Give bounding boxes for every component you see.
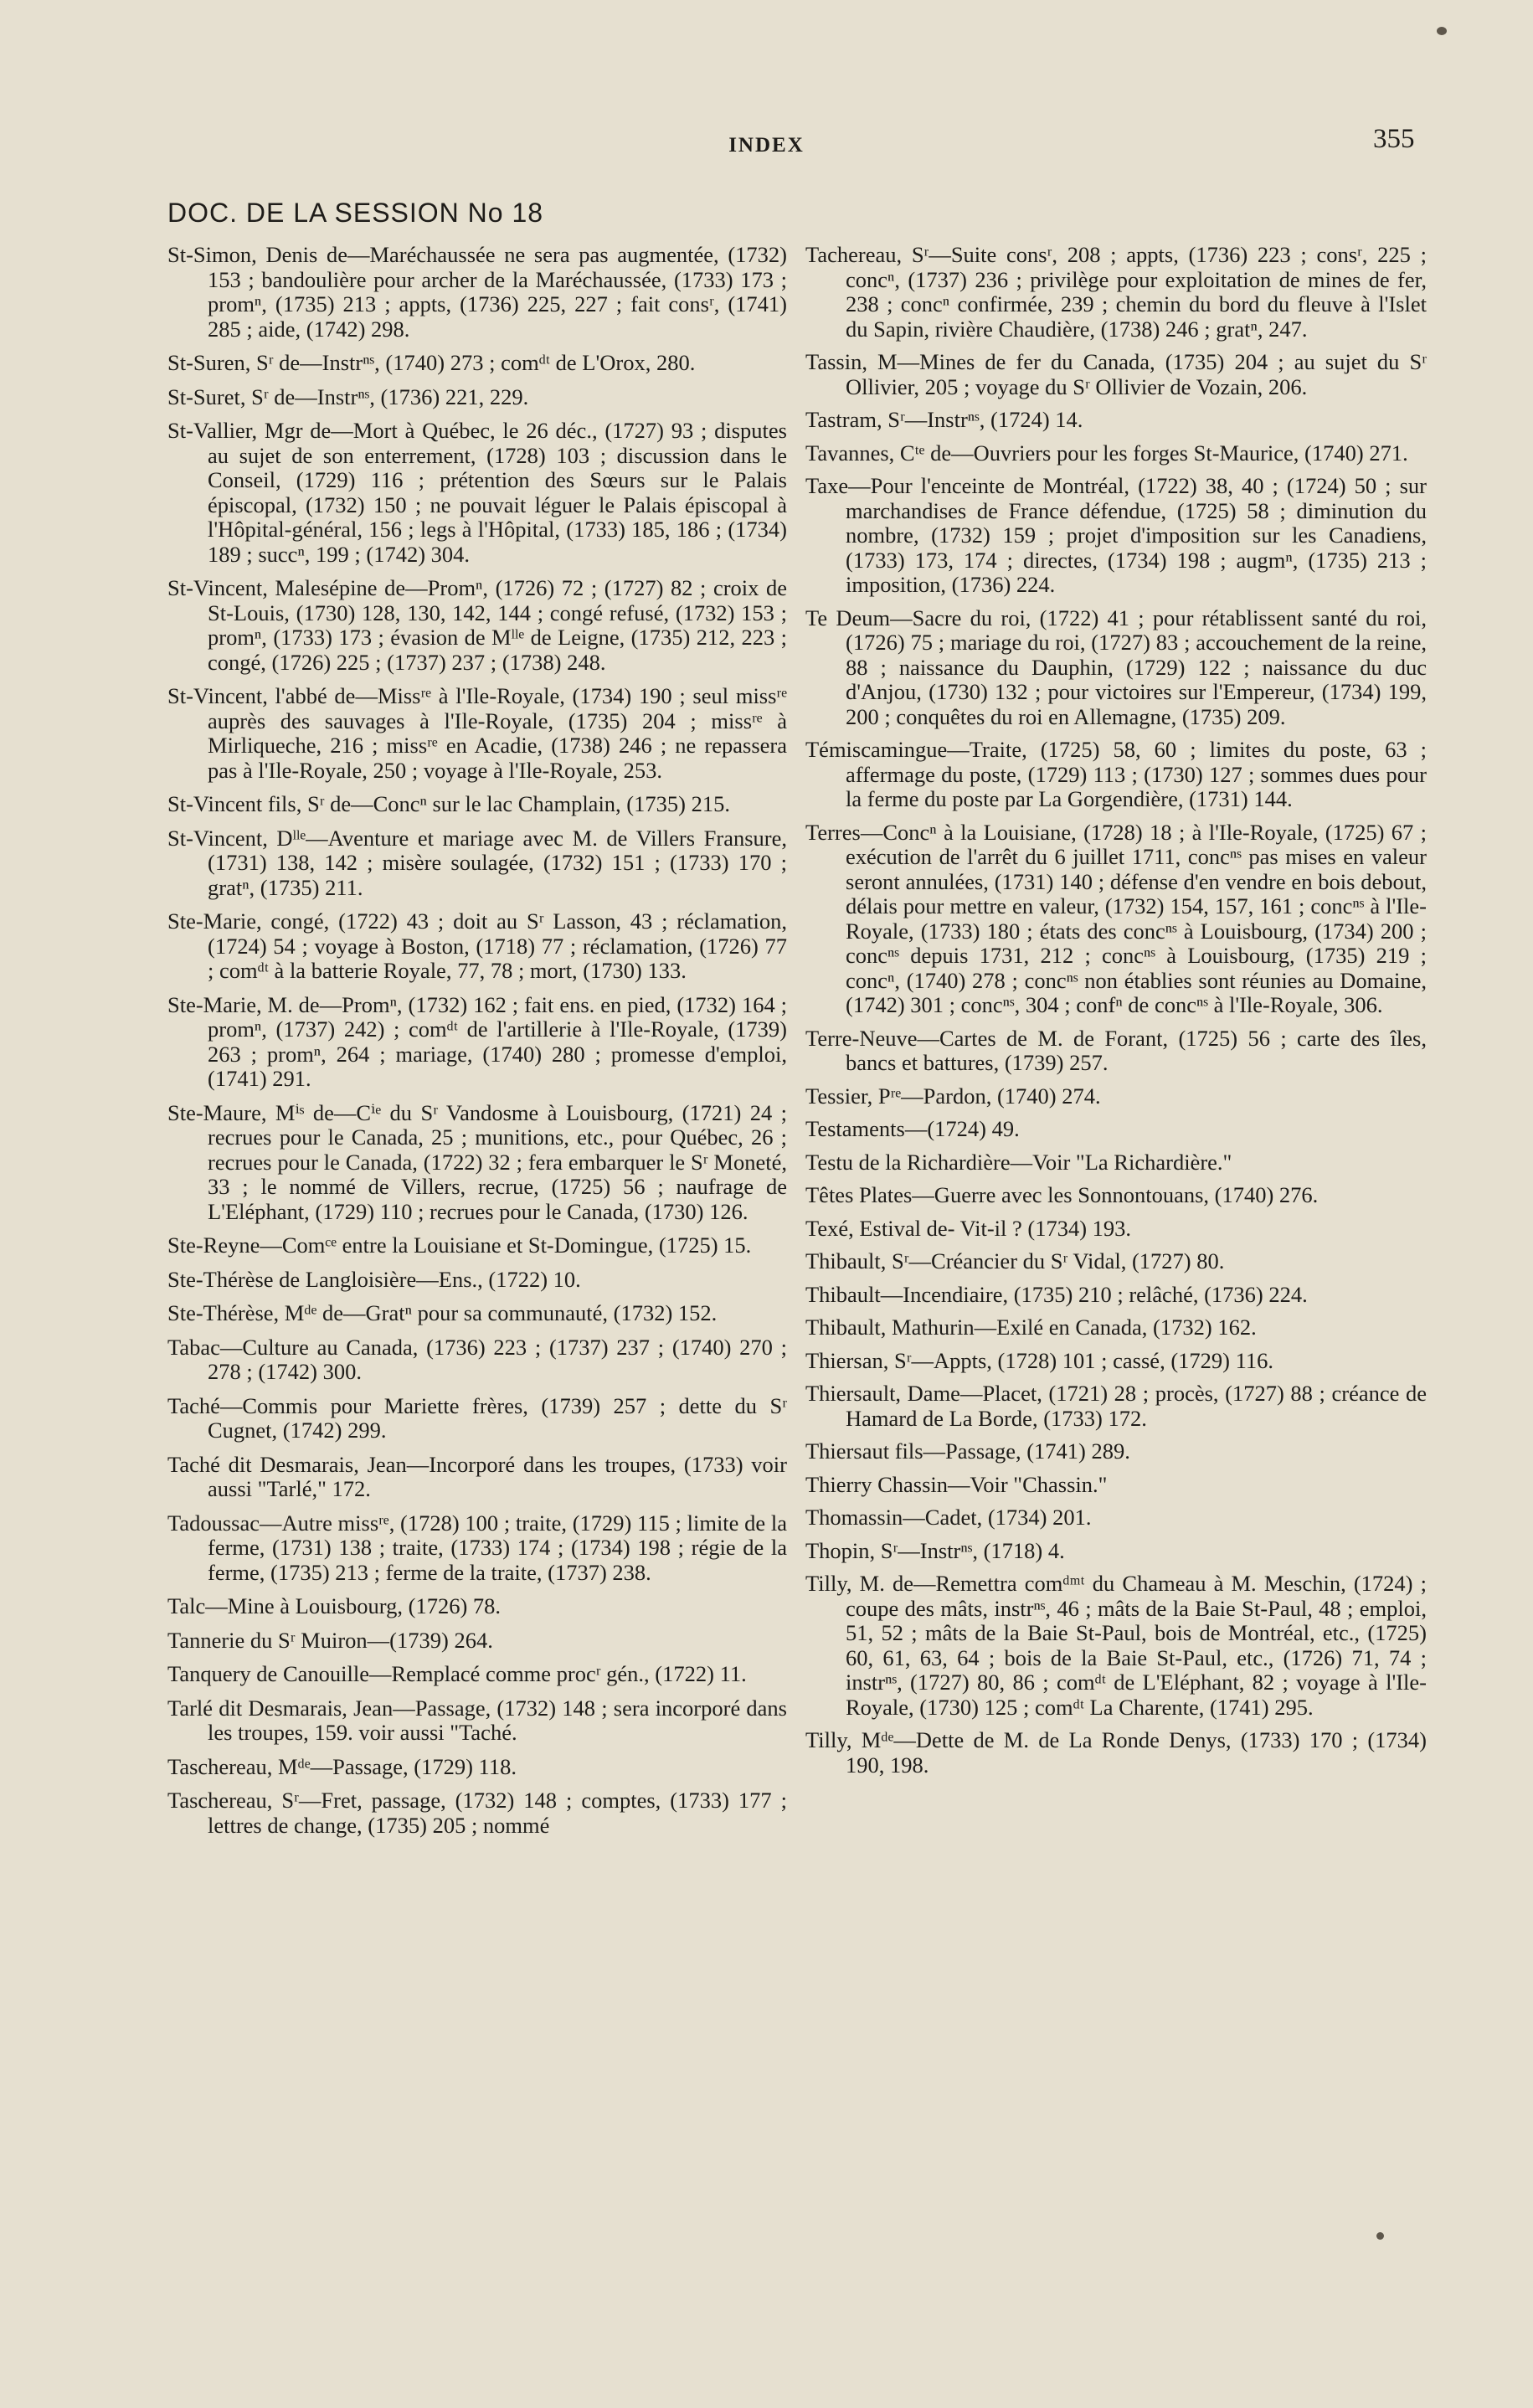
- index-entry: Thiersault, Dame—Placet, (1721) 28 ; procès, (1727) 88 ; créance de Hamard de La Borde, (1733) 172.: [805, 1381, 1427, 1431]
- index-entry: St-Suren, Sʳ de—Instrⁿˢ, (1740) 273 ; comᵈᵗ de L'Orox, 280.: [167, 350, 696, 375]
- index-column-left: [167, 243, 787, 1847]
- page-number: 355: [1373, 124, 1415, 154]
- index-entry: Ste-Thérèse de Langloisière—Ens., (1722) 10.: [167, 1266, 581, 1292]
- index-entry: St-Simon, Denis de—Maréchaussée ne sera pas augmentée, (1732) 153 ; bandoulière pour archer de la Maréchaussée, (1733) 173 ; promⁿ, (1735) 213 ; appts, (1736) 225, 227 ; fait consʳ, (1741) 285 ; aide, (1742) 298.: [167, 242, 787, 342]
- index-entry: Thibault—Incendiaire, (1735) 210 ; relâché, (1736) 224.: [805, 1281, 1308, 1307]
- index-entry: Ste-Maure, Mⁱˢ de—Cⁱᵉ du Sʳ Vandosme à Louisbourg, (1721) 24 ; recrues pour le Canada, 25 ; munitions, etc., pour Québec, 26 ; recrues pour le Canada, (1722) 32 ; fera embarquer le Sʳ Moneté, 33 ; le nommé de Villers, recrue, (1725) 56 ; naufrage de L'Eléphant, (1729) 110 ; recrues pour le Canada, (1730) 126.: [167, 1099, 787, 1224]
- index-entry: Taxe—Pour l'enceinte de Montréal, (1722) 38, 40 ; (1724) 50 ; sur marchandises de France défendue, (1725) 58 ; diminution du nombre, (1732) 159 ; projet d'imposition sur les Canadiens, (1733) 173, 174 ; directes, (1734) 198 ; augmⁿ, (1735) 213 ; imposition, (1736) 224.: [805, 473, 1427, 597]
- index-entry: Tessier, Pʳᵉ—Pardon, (1740) 274.: [805, 1083, 1101, 1109]
- session-heading: DOC. DE LA SESSION No 18: [167, 198, 544, 228]
- index-entry: Tanquery de Canouille—Remplacé comme procʳ gén., (1722) 11.: [167, 1661, 747, 1686]
- index-entry: Thierry Chassin—Voir "Chassin.": [805, 1471, 1108, 1497]
- ink-spot: [1437, 27, 1447, 35]
- index-entry: Tavannes, Cᵗᵉ de—Ouvriers pour les forges St-Maurice, (1740) 271.: [805, 440, 1408, 466]
- index-entry: Tabac—Culture au Canada, (1736) 223 ; (1737) 237 ; (1740) 270 ; 278 ; (1742) 300.: [167, 1334, 787, 1384]
- index-entry: Thibault, Sʳ—Créancier du Sʳ Vidal, (1727) 80.: [805, 1248, 1225, 1273]
- index-entry: Tachereau, Sʳ—Suite consʳ, 208 ; appts, (1736) 223 ; consʳ, 225 ; concⁿ, (1737) 236 ; privilège pour exploitation de mines de fer, 238 ; concⁿ confirmée, 239 ; chemin du bord du fleuve à l'Islet du Sapin, rivière Chaudière, (1738) 246 ; gratⁿ, 247.: [805, 242, 1427, 342]
- index-entry: Texé, Estival de- Vit-il ? (1734) 193.: [805, 1215, 1132, 1241]
- running-title: INDEX: [728, 134, 805, 157]
- index-entry: Tadoussac—Autre missʳᵉ, (1728) 100 ; traite, (1729) 115 ; limite de la ferme, (1731) 138 ; traite, (1733) 174 ; (1734) 198 ; régie de la ferme, (1735) 213 ; ferme de la traite, (1737) 238.: [167, 1510, 787, 1585]
- index-entry: Thiersan, Sʳ—Appts, (1728) 101 ; cassé, (1729) 116.: [805, 1347, 1273, 1373]
- index-entry: St-Vincent, l'abbé de—Missʳᵉ à l'Ile-Royale, (1734) 190 ; seul missʳᵉ auprès des sauvages à l'Ile-Royale, (1735) 204 ; missʳᵉ à Mirliqueche, 216 ; missʳᵉ en Acadie, (1738) 246 ; ne repassera pas à l'Ile-Royale, 250 ; voyage à l'Ile-Royale, 253.: [167, 683, 787, 783]
- index-entry: Ste-Marie, M. de—Promⁿ, (1732) 162 ; fait ens. en pied, (1732) 164 ; promⁿ, (1737) 242) ; comᵈᵗ de l'artillerie à l'Ile-Royale, (1739) 263 ; promⁿ, 264 ; mariage, (1740) 280 ; promesse d'emploi, (1741) 291.: [167, 991, 787, 1091]
- index-entry: St-Suret, Sʳ de—Instrⁿˢ, (1736) 221, 229.: [167, 383, 529, 409]
- index-entry: Tarlé dit Desmarais, Jean—Passage, (1732) 148 ; sera incorporé dans les troupes, 159. voir aussi "Taché.: [167, 1695, 787, 1745]
- index-entry: Taschereau, Sʳ—Fret, passage, (1732) 148 ; comptes, (1733) 177 ; lettres de change, (1735) 205 ; nommé: [167, 1788, 787, 1838]
- index-entry: Testaments—(1724) 49.: [805, 1116, 1020, 1141]
- index-entry: Thiersaut fils—Passage, (1741) 289.: [805, 1438, 1130, 1464]
- ink-spot: [1376, 2232, 1384, 2240]
- index-entry: Taschereau, Mᵈᵉ—Passage, (1729) 118.: [167, 1753, 517, 1779]
- index-entry: Taché dit Desmarais, Jean—Incorporé dans les troupes, (1733) voir aussi "Tarlé," 172.: [167, 1451, 787, 1501]
- index-entry: Tassin, M—Mines de fer du Canada, (1735) 204 ; au sujet du Sʳ Ollivier, 205 ; voyage du Sʳ Ollivier de Vozain, 206.: [805, 349, 1427, 399]
- index-entry: Thomassin—Cadet, (1734) 201.: [805, 1505, 1092, 1530]
- index-entry: Ste-Thérèse, Mᵈᵉ de—Gratⁿ pour sa communauté, (1732) 152.: [167, 1300, 718, 1325]
- index-entry: Terres—Concⁿ à la Louisiane, (1728) 18 ; à l'Ile-Royale, (1725) 67 ; exécution de l'arrêt du 6 juillet 1711, concⁿˢ pas mises en valeur seront annulées, (1731) 140 ; défense d'en vendre en bois debout, délais pour mettre en valeur, (1732) 154, 157, 161 ; concⁿˢ à l'Ile-Royale, (1733) 180 ; états des concⁿˢ à Louisbourg, (1734) 200 ; concⁿˢ depuis 1731, 212 ; concⁿˢ à Louisbourg, (1735) 219 ; concⁿ, (1740) 278 ; concⁿˢ non établies sont réunies au Domaine, (1742) 301 ; concⁿˢ, 304 ; confⁿ de concⁿˢ à l'Ile-Royale, 306.: [805, 819, 1427, 1017]
- index-entry: Thopin, Sʳ—Instrⁿˢ, (1718) 4.: [805, 1537, 1065, 1563]
- index-entry: Têtes Plates—Guerre avec les Sonnontouans, (1740) 276.: [805, 1182, 1319, 1207]
- index-entry: Tilly, Mᵈᵉ—Dette de M. de La Ronde Denys, (1733) 170 ; (1734) 190, 198.: [805, 1727, 1427, 1778]
- index-entry: Tastram, Sʳ—Instrⁿˢ, (1724) 14.: [805, 407, 1083, 432]
- index-entry: Témiscamingue—Traite, (1725) 58, 60 ; limites du poste, 63 ; affermage du poste, (1729) 113 ; (1730) 127 ; sommes dues pour la ferme du poste par La Gorgendière, (1731) 144.: [805, 737, 1427, 811]
- index-entry: Thibault, Mathurin—Exilé en Canada, (1732) 162.: [805, 1315, 1257, 1340]
- index-entry: Talc—Mine à Louisbourg, (1726) 78.: [167, 1593, 502, 1618]
- index-entry: Testu de la Richardière—Voir "La Richardière.": [805, 1149, 1232, 1175]
- index-entry: Ste-Reyne—Comᶜᵉ entre la Louisiane et St-Domingue, (1725) 15.: [167, 1232, 752, 1258]
- index-column-right: [805, 243, 1427, 1786]
- index-entry: St-Vallier, Mgr de—Mort à Québec, le 26 déc., (1727) 93 ; disputes au sujet de son enterrement, (1728) 103 ; discussion dans le Conseil, (1729) 116 ; prétention des Sœurs sur le Palais épiscopal, (1732) 150 ; ne pouvait léguer le Palais épiscopal à l'Hôpital-général, 156 ; legs à l'Hôpital, (1733) 185, 186 ; (1734) 189 ; succⁿ, 199 ; (1742) 304.: [167, 418, 787, 567]
- index-entry: Taché—Commis pour Mariette frères, (1739) 257 ; dette du Sʳ Cugnet, (1742) 299.: [167, 1392, 787, 1443]
- index-entry: Terre-Neuve—Cartes de M. de Forant, (1725) 56 ; carte des îles, bancs et battures, (1739) 257.: [805, 1025, 1427, 1075]
- index-entry: St-Vincent fils, Sʳ de—Concⁿ sur le lac Champlain, (1735) 215.: [167, 791, 730, 816]
- index-entry: Te Deum—Sacre du roi, (1722) 41 ; pour rétablissent santé du roi, (1726) 75 ; mariage du roi, (1727) 83 ; accouchement de la reine, 88 ; naissance du Dauphin, (1729) 122 ; naissance du duc d'Anjou, (1730) 132 ; pour victoires sur l'Empereur, (1734) 199, 200 ; conquêtes du roi en Allemagne, (1735) 209.: [805, 605, 1427, 729]
- index-entry: St-Vincent, Malesépine de—Promⁿ, (1726) 72 ; (1727) 82 ; croix de St-Louis, (1730) 128, 130, 142, 144 ; congé refusé, (1732) 153 ; promⁿ, (1733) 173 ; évasion de Mˡˡᵉ de Leigne, (1735) 212, 223 ; congé, (1726) 225 ; (1737) 237 ; (1738) 248.: [167, 575, 787, 675]
- index-entry: St-Vincent, Dˡˡᵉ—Aventure et mariage avec M. de Villers Fransure, (1731) 138, 142 ; misère soulagée, (1732) 151 ; (1733) 170 ; gratⁿ, (1735) 211.: [167, 825, 787, 900]
- index-entry: Tilly, M. de—Remettra comᵈᵐᵗ du Chameau à M. Meschin, (1724) ; coupe des mâts, instrⁿˢ, 46 ; mâts de la Baie St-Paul, 48 ; emploi, 51, 52 ; mâts de la Baie St-Paul, bois de Montréal, etc., (1725) 60, 61, 63, 64 ; bois de la Baie St-Paul, etc., (1726) 71, 74 ; instrⁿˢ, (1727) 80, 86 ; comᵈᵗ de L'Eléphant, 82 ; voyage à l'Ile-Royale, (1730) 125 ; comᵈᵗ La Charente, (1741) 295.: [805, 1571, 1427, 1720]
- index-entry: Tannerie du Sʳ Muiron—(1739) 264.: [167, 1627, 493, 1653]
- index-entry: Ste-Marie, congé, (1722) 43 ; doit au Sʳ Lasson, 43 ; réclamation, (1724) 54 ; voyage à Boston, (1718) 77 ; réclamation, (1726) 77 ; comᵈᵗ à la batterie Royale, 77, 78 ; mort, (1730) 133.: [167, 908, 787, 983]
